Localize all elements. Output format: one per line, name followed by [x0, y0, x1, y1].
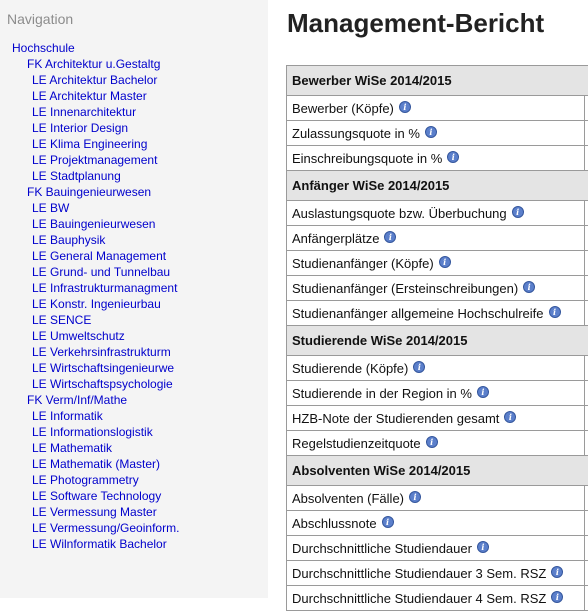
metric-label-cell — [287, 536, 585, 561]
info-icon[interactable]: i — [399, 101, 411, 113]
metric-value-cell — [585, 276, 588, 301]
section-header — [287, 171, 588, 201]
nav-item[interactable]: LE Software Technology — [0, 488, 179, 504]
metric-label: Durchschnittliche Studiendauer — [292, 541, 472, 556]
metric-label: Zulassungsquote in % — [292, 126, 420, 141]
metric-label: Regelstudienzeitquote — [292, 436, 421, 451]
nav-item[interactable]: LE Konstr. Ingenieurbau — [0, 296, 179, 312]
metric-label-cell — [287, 486, 585, 511]
metric-value-cell — [585, 251, 588, 276]
table-row — [287, 146, 588, 171]
metric-label-cell — [287, 276, 585, 301]
page-title: Management-Bericht — [287, 8, 544, 39]
metric-label-cell — [287, 301, 585, 326]
nav-item[interactable]: LE Bauingenieurwesen — [0, 216, 179, 232]
metric-value-cell — [585, 146, 588, 171]
section-title: Anfänger WiSe 2014/2015 — [287, 171, 588, 201]
table-row — [287, 201, 588, 226]
metric-label-cell — [287, 406, 585, 431]
metric-label: Auslastungsquote bzw. Überbuchung — [292, 206, 507, 221]
nav-tree — [0, 40, 179, 552]
metric-value-cell — [585, 511, 588, 536]
nav-item[interactable]: LE Informationslogistik — [0, 424, 179, 440]
metric-label-cell — [287, 561, 585, 586]
nav-item[interactable]: LE Klima Engineering — [0, 136, 179, 152]
nav-item[interactable]: LE Interior Design — [0, 120, 179, 136]
nav-item[interactable]: LE Innenarchitektur — [0, 104, 179, 120]
table-row — [287, 486, 588, 511]
metric-label: Durchschnittliche Studiendauer 4 Sem. RSZ — [292, 591, 546, 606]
table-row — [287, 251, 588, 276]
table-row — [287, 121, 588, 146]
metric-label: Abschlussnote — [292, 516, 377, 531]
metric-label-cell — [287, 121, 585, 146]
info-icon[interactable]: i — [382, 516, 394, 528]
metric-label-cell — [287, 201, 585, 226]
metric-label: Bewerber (Köpfe) — [292, 101, 394, 116]
metric-label: Durchschnittliche Studiendauer 3 Sem. RSZ — [292, 566, 546, 581]
table-row — [287, 356, 588, 381]
nav-item[interactable]: LE Mathematik (Master) — [0, 456, 179, 472]
info-icon[interactable]: i — [477, 386, 489, 398]
metric-value-cell — [585, 431, 588, 456]
nav-item[interactable]: Hochschule — [0, 40, 179, 56]
metric-label-cell — [287, 431, 585, 456]
metric-label-cell — [287, 226, 585, 251]
nav-item[interactable]: LE Projektmanagement — [0, 152, 179, 168]
table-row — [287, 226, 588, 251]
info-icon[interactable]: i — [426, 436, 438, 448]
nav-item[interactable]: LE Wilnformatik Bachelor — [0, 536, 179, 552]
nav-item[interactable]: LE General Management — [0, 248, 179, 264]
nav-item[interactable]: LE Bauphysik — [0, 232, 179, 248]
metric-value-cell — [585, 586, 588, 611]
info-icon[interactable]: i — [551, 591, 563, 603]
section-title: Absolventen WiSe 2014/2015 — [287, 456, 588, 486]
section-header — [287, 456, 588, 486]
nav-item[interactable]: LE Umweltschutz — [0, 328, 179, 344]
info-icon[interactable]: i — [523, 281, 535, 293]
metric-value-cell — [585, 486, 588, 511]
info-icon[interactable]: i — [413, 361, 425, 373]
metric-label: Studienanfänger (Ersteinschreibungen) — [292, 281, 518, 296]
info-icon[interactable]: i — [551, 566, 563, 578]
metric-label-cell — [287, 251, 585, 276]
table-row — [287, 406, 588, 431]
nav-item[interactable]: LE BW — [0, 200, 179, 216]
nav-item[interactable]: LE Stadtplanung — [0, 168, 179, 184]
nav-item[interactable]: LE Verkehrsinfrastrukturm — [0, 344, 179, 360]
metric-value-cell — [585, 381, 588, 406]
metric-value-cell — [585, 406, 588, 431]
nav-item[interactable]: LE Vermessung/Geoinform. — [0, 520, 179, 536]
info-icon[interactable]: i — [409, 491, 421, 503]
table-row — [287, 381, 588, 406]
table-row — [287, 301, 588, 326]
metric-value-cell — [585, 96, 588, 121]
nav-item[interactable]: LE Wirtschaftsingenieurwe — [0, 360, 179, 376]
metric-label: Absolventen (Fälle) — [292, 491, 404, 506]
nav-item[interactable]: LE Grund- und Tunnelbau — [0, 264, 179, 280]
nav-item[interactable]: LE Mathematik — [0, 440, 179, 456]
nav-item[interactable]: FK Verm/Inf/Mathe — [0, 392, 179, 408]
table-row — [287, 511, 588, 536]
nav-item[interactable]: LE Photogrammetry — [0, 472, 179, 488]
metric-value-cell — [585, 356, 588, 381]
nav-item[interactable]: FK Bauingenieurwesen — [0, 184, 179, 200]
metric-label: Studienanfänger allgemeine Hochschulreife — [292, 306, 544, 321]
report-table — [286, 65, 588, 611]
info-icon[interactable]: i — [549, 306, 561, 318]
info-icon[interactable]: i — [439, 256, 451, 268]
metric-label: Einschreibungsquote in % — [292, 151, 442, 166]
nav-heading: Navigation — [7, 11, 73, 27]
nav-item[interactable]: LE SENCE — [0, 312, 179, 328]
metric-label: Anfängerplätze — [292, 231, 379, 246]
info-icon[interactable]: i — [504, 411, 516, 423]
nav-item[interactable]: LE Vermessung Master — [0, 504, 179, 520]
info-icon[interactable]: i — [477, 541, 489, 553]
metric-label-cell — [287, 356, 585, 381]
table-row — [287, 561, 588, 586]
info-icon[interactable]: i — [425, 126, 437, 138]
section-header — [287, 66, 588, 96]
metric-label: HZB-Note der Studierenden gesamt — [292, 411, 499, 426]
metric-label: Studierende (Köpfe) — [292, 361, 408, 376]
sidebar — [0, 0, 268, 598]
nav-item[interactable]: FK Architektur u.Gestaltg — [0, 56, 179, 72]
metric-value-cell — [585, 226, 588, 251]
table-row — [287, 536, 588, 561]
nav-item[interactable]: LE Wirtschaftspsychologie — [0, 376, 179, 392]
metric-value-cell — [585, 561, 588, 586]
metric-value-cell — [585, 121, 588, 146]
table-row — [287, 431, 588, 456]
info-icon[interactable]: i — [447, 151, 459, 163]
nav-item[interactable]: LE Architektur Master — [0, 88, 179, 104]
metric-label-cell — [287, 511, 585, 536]
nav-item[interactable]: LE Informatik — [0, 408, 179, 424]
table-row — [287, 276, 588, 301]
metric-label-cell — [287, 381, 585, 406]
metric-value-cell — [585, 301, 588, 326]
section-title: Bewerber WiSe 2014/2015 — [287, 66, 588, 96]
metric-label: Studierende in der Region in % — [292, 386, 472, 401]
metric-label-cell — [287, 586, 585, 611]
metric-value-cell — [585, 536, 588, 561]
nav-item[interactable]: LE Infrastrukturmanagment — [0, 280, 179, 296]
metric-label-cell — [287, 146, 585, 171]
info-icon[interactable]: i — [512, 206, 524, 218]
section-title: Studierende WiSe 2014/2015 — [287, 326, 588, 356]
metric-label: Studienanfänger (Köpfe) — [292, 256, 434, 271]
section-header — [287, 326, 588, 356]
metric-label-cell — [287, 96, 585, 121]
info-icon[interactable]: i — [384, 231, 396, 243]
metric-value-cell — [585, 201, 588, 226]
table-row — [287, 96, 588, 121]
table-row — [287, 586, 588, 611]
nav-item[interactable]: LE Architektur Bachelor — [0, 72, 179, 88]
